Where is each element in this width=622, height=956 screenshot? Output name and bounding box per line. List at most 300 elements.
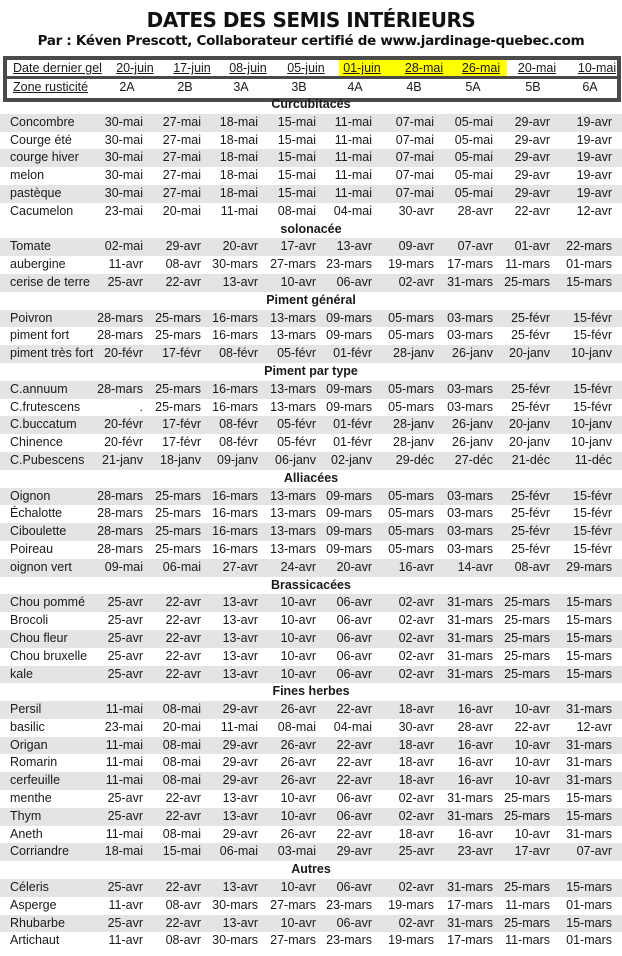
sowing-date: 19-mars xyxy=(388,897,434,912)
sowing-date: 15-févr xyxy=(573,310,612,325)
plant-name: melon xyxy=(10,168,45,183)
plant-name: Chinence xyxy=(10,435,63,450)
sowing-date: 31-mars xyxy=(447,613,493,628)
sowing-date: 03-mars xyxy=(447,541,493,556)
sowing-date: 07-mai xyxy=(395,132,434,147)
sowing-date: 13-mars xyxy=(270,524,316,539)
sowing-date: 28-mars xyxy=(97,524,143,539)
sowing-date: 13-mars xyxy=(270,541,316,556)
sowing-date: 11-mai xyxy=(220,203,258,218)
sowing-date: 15-mars xyxy=(566,791,612,806)
sowing-date: 25-avr xyxy=(398,844,434,859)
plant-name: Poivron xyxy=(10,310,53,325)
sowing-date: 25-mars xyxy=(504,808,550,823)
sowing-date: 07-mai xyxy=(395,185,434,200)
sowing-date: 02-mai xyxy=(104,239,143,254)
plant-name: Poireau xyxy=(10,541,54,556)
sowing-date: 12-avr xyxy=(576,203,612,218)
sowing-date: 29-avr xyxy=(514,185,550,200)
sowing-date: 15-mars xyxy=(566,613,612,628)
sowing-date: 20-janv xyxy=(509,435,550,450)
sowing-date: 04-mai xyxy=(333,203,372,218)
sowing-date: 25-févr xyxy=(511,399,550,414)
sowing-date: 09-mars xyxy=(326,381,372,396)
plant-name: menthe xyxy=(10,791,52,806)
table-row xyxy=(0,256,622,274)
frost-date: 26-mai xyxy=(461,61,501,75)
sowing-date: 02-avr xyxy=(398,648,434,663)
sowing-date: 16-avr xyxy=(457,702,493,717)
sowing-date: 10-avr xyxy=(280,880,316,895)
frost-date: 28-mai xyxy=(404,61,444,75)
table-row xyxy=(0,488,622,506)
sowing-date: 06-avr xyxy=(336,595,372,610)
sowing-date: 10-avr xyxy=(514,755,550,770)
sowing-date: 29-avr xyxy=(514,150,550,165)
sowing-date: 29-avr xyxy=(336,844,372,859)
zone-row xyxy=(7,79,617,97)
sowing-date: 20-janv xyxy=(509,346,550,361)
sowing-date: 22-avr xyxy=(165,630,201,645)
sowing-date: 05-mars xyxy=(388,541,434,556)
sowing-date: 16-avr xyxy=(457,755,493,770)
plant-name: piment très fort xyxy=(10,346,94,361)
sowing-date: 17-févr xyxy=(162,417,201,432)
plant-name: Aneth xyxy=(10,826,43,841)
sowing-date: 08-mai xyxy=(277,203,316,218)
sowing-date: 18-avr xyxy=(398,826,434,841)
sowing-date: 25-mars xyxy=(504,595,550,610)
sowing-date: 15-mai xyxy=(277,150,316,165)
zone: 5A xyxy=(465,80,481,94)
table-row xyxy=(0,897,622,915)
sowing-date: 05-mars xyxy=(388,524,434,539)
sowing-date: 22-avr xyxy=(336,773,372,788)
section-header: Brassicacées xyxy=(271,577,351,592)
sowing-date: 13-mars xyxy=(270,488,316,503)
sowing-date: 13-avr xyxy=(222,791,258,806)
sowing-date: 01-mars xyxy=(566,933,612,948)
table-row xyxy=(0,238,622,256)
plant-name: Romarin xyxy=(10,755,58,770)
sowing-date: 20-avr xyxy=(336,559,372,574)
sowing-date: 09-mars xyxy=(326,524,372,539)
sowing-date: 25-févr xyxy=(511,488,550,503)
sowing-date: 28-mars xyxy=(97,506,143,521)
table-row xyxy=(0,523,622,541)
sowing-date: 25-mars xyxy=(155,541,201,556)
sowing-date: 28-mars xyxy=(97,381,143,396)
sowing-date: 10-avr xyxy=(514,773,550,788)
section-header: Fines herbes xyxy=(272,684,350,699)
sowing-date: 25-mars xyxy=(504,613,550,628)
sowing-date: 22-avr xyxy=(165,666,201,681)
sowing-date: 17-févr xyxy=(162,435,201,450)
sowing-date: 25-avr xyxy=(107,791,143,806)
sowing-date: 13-avr xyxy=(222,613,258,628)
sowing-date: 08-févr xyxy=(219,435,258,450)
sowing-date: 03-mars xyxy=(447,328,493,343)
sowing-date: 31-mars xyxy=(566,773,612,788)
plant-name: Oignon xyxy=(10,488,51,503)
sowing-date: 15-mars xyxy=(566,648,612,663)
sowing-date: 30-mai xyxy=(104,168,143,183)
plant-name: Corriandre xyxy=(10,844,70,859)
sowing-date: 10-avr xyxy=(514,702,550,717)
table-row xyxy=(0,114,622,132)
plant-name: piment fort xyxy=(10,328,70,343)
sowing-date: 27-mars xyxy=(270,257,316,272)
sowing-date: 08-mai xyxy=(162,755,201,770)
sowing-date: 28-janv xyxy=(393,435,434,450)
sowing-date: 23-mai xyxy=(104,203,143,218)
sowing-date: 31-mars xyxy=(447,630,493,645)
sowing-date: 11-mai xyxy=(105,826,143,841)
sowing-date: 25-mars xyxy=(155,488,201,503)
sowing-date: 10-avr xyxy=(280,595,316,610)
sowing-date: 11-mai xyxy=(334,114,372,129)
sowing-date: 15-févr xyxy=(573,524,612,539)
sowing-date: 11-déc xyxy=(574,452,612,467)
table-row xyxy=(0,559,622,577)
zone: 6A xyxy=(582,80,598,94)
table-row xyxy=(0,434,622,452)
sowing-date: 28-janv xyxy=(393,417,434,432)
sowing-date: 13-avr xyxy=(222,595,258,610)
table-row xyxy=(0,132,622,150)
sowing-date: 25-févr xyxy=(511,506,550,521)
sowing-date: 25-avr xyxy=(107,274,143,289)
sowing-date: 17-mars xyxy=(447,257,493,272)
sowing-date: 22-mars xyxy=(566,239,612,254)
sowing-date: 01-mars xyxy=(566,897,612,912)
sowing-date: 15-févr xyxy=(573,381,612,396)
sowing-date: 29-avr xyxy=(165,239,201,254)
sowing-date: 10-janv xyxy=(571,346,612,361)
sowing-date: 29-avr xyxy=(222,755,258,770)
sowing-date: 28-mars xyxy=(97,310,143,325)
sowing-date: 03-mars xyxy=(447,524,493,539)
sowing-date: 02-avr xyxy=(398,613,434,628)
sowing-date: 26-avr xyxy=(280,755,316,770)
table-row xyxy=(0,505,622,523)
sowing-date: 15-mai xyxy=(277,168,316,183)
frost-date-row xyxy=(7,60,617,79)
sowing-date: 15-mars xyxy=(566,915,612,930)
sowing-date: 01-mars xyxy=(566,257,612,272)
sowing-date: 06-mai xyxy=(162,559,201,574)
sowing-date: 17-avr xyxy=(280,239,316,254)
sowing-date: 30-mai xyxy=(104,114,143,129)
sowing-date: 15-févr xyxy=(573,399,612,414)
sowing-date: 25-avr xyxy=(107,630,143,645)
sowing-date: 22-avr xyxy=(165,915,201,930)
sowing-date: 15-mai xyxy=(277,132,316,147)
plant-name: Cacumelon xyxy=(10,203,74,218)
sowing-date: 03-mars xyxy=(447,506,493,521)
sowing-date: 31-mars xyxy=(447,808,493,823)
sowing-date: 16-mars xyxy=(212,506,258,521)
sowing-date: 25-févr xyxy=(511,328,550,343)
sowing-date: 16-avr xyxy=(457,773,493,788)
table-row xyxy=(0,737,622,755)
sowing-date: 18-avr xyxy=(398,755,434,770)
sowing-date: 16-mars xyxy=(212,310,258,325)
table-row xyxy=(0,772,622,790)
sowing-date: 13-avr xyxy=(222,915,258,930)
sowing-date: 29-mars xyxy=(566,559,612,574)
sowing-date: 25-mars xyxy=(504,880,550,895)
sowing-date: 08-avr xyxy=(165,897,201,912)
sowing-date: 19-avr xyxy=(576,114,612,129)
zone: 4A xyxy=(347,80,363,94)
sowing-date: 07-mai xyxy=(395,168,434,183)
sowing-date: 07-avr xyxy=(457,239,493,254)
sowing-date: 19-avr xyxy=(576,150,612,165)
sowing-date: 08-mai xyxy=(162,737,201,752)
sowing-date: 20-avr xyxy=(222,239,258,254)
sowing-date: 05-mai xyxy=(454,132,493,147)
sowing-date: 27-mai xyxy=(162,150,201,165)
sowing-date: 11-mai xyxy=(334,185,372,200)
plant-name: C.Pubescens xyxy=(10,452,85,467)
sowing-date: 15-févr xyxy=(573,328,612,343)
sowing-date: 08-avr xyxy=(165,933,201,948)
sowing-date: 06-mai xyxy=(219,844,258,859)
sowing-date: 22-avr xyxy=(165,648,201,663)
sowing-date: 26-janv xyxy=(452,417,493,432)
frost-date: 05-juin xyxy=(287,61,325,75)
table-row xyxy=(0,701,622,719)
sowing-date: 15-mars xyxy=(566,808,612,823)
sowing-date: 05-mars xyxy=(388,310,434,325)
sowing-date: 30-mai xyxy=(104,132,143,147)
sowing-date: 25-mars xyxy=(504,915,550,930)
plant-name: Chou bruxelle xyxy=(10,648,88,663)
table-row xyxy=(0,790,622,808)
sowing-date: 22-avr xyxy=(336,737,372,752)
sowing-date: 25-mars xyxy=(155,399,201,414)
sowing-date: 11-mai xyxy=(334,132,372,147)
sowing-date: 13-mars xyxy=(270,310,316,325)
sowing-date: 29-avr xyxy=(514,132,550,147)
sowing-date: 22-avr xyxy=(165,880,201,895)
sowing-date: 29-avr xyxy=(514,114,550,129)
sowing-date: 15-févr xyxy=(573,488,612,503)
plant-name: basilic xyxy=(10,719,45,734)
zone: 2A xyxy=(119,80,135,94)
sowing-date: 09-avr xyxy=(398,239,434,254)
sowing-date: 10-avr xyxy=(280,630,316,645)
sowing-date: 25-avr xyxy=(107,648,143,663)
sowing-date: 16-mars xyxy=(212,541,258,556)
plant-name: Céleris xyxy=(10,880,49,895)
sowing-date: 25-mars xyxy=(504,630,550,645)
sowing-date: 10-avr xyxy=(280,648,316,663)
sowing-date: 07-avr xyxy=(576,844,612,859)
plant-name: Échalotte xyxy=(10,506,63,521)
sowing-date: 05-mars xyxy=(388,381,434,396)
sowing-date: 28-mars xyxy=(97,541,143,556)
sowing-date: 06-avr xyxy=(336,613,372,628)
sowing-date: 22-avr xyxy=(165,791,201,806)
sowing-date: 12-avr xyxy=(576,719,612,734)
sowing-date: 15-mars xyxy=(566,880,612,895)
sowing-date: 10-janv xyxy=(571,435,612,450)
sowing-date: . xyxy=(139,399,143,414)
sowing-date: 06-avr xyxy=(336,880,372,895)
sowing-date: 25-mars xyxy=(155,524,201,539)
table-row xyxy=(0,612,622,630)
sowing-date: 02-avr xyxy=(398,666,434,681)
sowing-date: 02-avr xyxy=(398,595,434,610)
sowing-date: 25-mars xyxy=(155,328,201,343)
sowing-date: 09-mars xyxy=(326,328,372,343)
table-row xyxy=(0,149,622,167)
table-row xyxy=(0,541,622,559)
section-header: Autres xyxy=(291,862,331,877)
sowing-date: 05-mai xyxy=(454,150,493,165)
frost-date: 01-juin xyxy=(343,61,381,75)
sowing-date: 18-avr xyxy=(398,702,434,717)
sowing-date: 25-mars xyxy=(504,666,550,681)
sowing-date: 01-févr xyxy=(333,435,372,450)
sowing-date: 09-mars xyxy=(326,506,372,521)
sowing-date: 03-mars xyxy=(447,488,493,503)
sowing-date: 19-avr xyxy=(576,132,612,147)
sowing-date: 18-mai xyxy=(219,150,258,165)
sowing-date: 11-mai xyxy=(334,168,372,183)
sowing-date: 20-mai xyxy=(162,719,201,734)
sowing-date: 11-mai xyxy=(220,719,258,734)
plant-name: Brocoli xyxy=(10,613,49,628)
sowing-date: 16-avr xyxy=(398,559,434,574)
sowing-date: 02-avr xyxy=(398,791,434,806)
plant-name: Ciboulette xyxy=(10,524,67,539)
sowing-date: 25-mars xyxy=(504,791,550,806)
sowing-date: 18-mai xyxy=(219,185,258,200)
sowing-date: 28-mars xyxy=(97,328,143,343)
table-row xyxy=(0,932,622,950)
table-row xyxy=(0,399,622,417)
sowing-date: 09-mars xyxy=(326,399,372,414)
sowing-date: 05-févr xyxy=(277,417,316,432)
sowing-date: 15-mai xyxy=(162,844,201,859)
sowing-date: 11-mai xyxy=(105,702,143,717)
sowing-date: 25-mars xyxy=(155,310,201,325)
sowing-date: 24-avr xyxy=(280,559,316,574)
sowing-date: 26-avr xyxy=(280,826,316,841)
sowing-date: 20-févr xyxy=(104,435,143,450)
sowing-date: 09-mars xyxy=(326,541,372,556)
sowing-date: 06-avr xyxy=(336,915,372,930)
sowing-date: 06-avr xyxy=(336,274,372,289)
sowing-date: 10-avr xyxy=(280,915,316,930)
sowing-date: 31-mars xyxy=(566,755,612,770)
sowing-date: 31-mars xyxy=(566,702,612,717)
sowing-date: 20-mai xyxy=(162,203,201,218)
zone: 3B xyxy=(291,80,307,94)
sowing-date: 19-mars xyxy=(388,257,434,272)
sowing-date: 29-avr xyxy=(222,773,258,788)
sowing-date: 27-mars xyxy=(270,897,316,912)
frost-date: 17-juin xyxy=(173,61,211,75)
sowing-date: 13-mars xyxy=(270,399,316,414)
sowing-date: 13-avr xyxy=(222,630,258,645)
sowing-date: 28-janv xyxy=(393,346,434,361)
sowing-date: 20-févr xyxy=(104,346,143,361)
sowing-date: 05-mars xyxy=(388,488,434,503)
sowing-date: 17-mars xyxy=(447,933,493,948)
sowing-date: 26-avr xyxy=(280,702,316,717)
sowing-date: 05-févr xyxy=(277,346,316,361)
sowing-date: 08-mai xyxy=(162,826,201,841)
sowing-date: 16-mars xyxy=(212,328,258,343)
table-row xyxy=(0,381,622,399)
sowing-date: 15-mars xyxy=(566,595,612,610)
sowing-date: 10-janv xyxy=(571,417,612,432)
table-row xyxy=(0,416,622,434)
plant-name: Artichaut xyxy=(10,933,60,948)
sowing-date: 25-avr xyxy=(107,915,143,930)
sowing-date: 23-mars xyxy=(326,933,372,948)
sowing-date: 31-mars xyxy=(447,274,493,289)
sowing-date: 03-mars xyxy=(447,399,493,414)
zone-label: Zone rusticité xyxy=(13,80,89,94)
plant-name: kale xyxy=(10,666,33,681)
sowing-date: 18-mai xyxy=(104,844,143,859)
sowing-date: 31-mars xyxy=(447,791,493,806)
plant-name: Chou pommé xyxy=(10,595,86,610)
sowing-date: 27-mai xyxy=(162,114,201,129)
sowing-date: 30-avr xyxy=(398,203,434,218)
sowing-date: 13-avr xyxy=(336,239,372,254)
sowing-date: 02-avr xyxy=(398,915,434,930)
table-row xyxy=(0,452,622,470)
sowing-date: 03-mai xyxy=(277,844,316,859)
sowing-date: 05-mars xyxy=(388,399,434,414)
sowing-date: 25-avr xyxy=(107,666,143,681)
sowing-date: 18-mai xyxy=(219,114,258,129)
plant-name: Tomate xyxy=(10,239,51,254)
sowing-date: 22-avr xyxy=(514,719,550,734)
sowing-date: 28-mars xyxy=(97,488,143,503)
sowing-date: 30-avr xyxy=(398,719,434,734)
zone: 4B xyxy=(406,80,422,94)
plant-name: C.annuum xyxy=(10,381,68,396)
sowing-date: 25-avr xyxy=(107,880,143,895)
sowing-date: 16-avr xyxy=(457,826,493,841)
sowing-date: 30-mai xyxy=(104,150,143,165)
sowing-date: 05-mai xyxy=(454,168,493,183)
sowing-date: 31-mars xyxy=(447,880,493,895)
sowing-date: 29-avr xyxy=(222,737,258,752)
sowing-date: 08-mai xyxy=(277,719,316,734)
plant-name: aubergine xyxy=(10,257,66,272)
sowing-date: 27-mai xyxy=(162,168,201,183)
sowing-date: 11-mars xyxy=(505,933,550,948)
section-header: Piment général xyxy=(266,292,356,307)
table-row xyxy=(0,808,622,826)
sowing-date: 25-avr xyxy=(107,613,143,628)
sowing-date: 28-avr xyxy=(457,203,493,218)
sowing-date: 19-mars xyxy=(388,933,434,948)
section-header: Piment par type xyxy=(264,363,358,378)
sowing-date: 15-févr xyxy=(573,541,612,556)
sowing-date: 09-janv xyxy=(217,452,258,467)
sowing-date: 20-janv xyxy=(509,417,550,432)
sowing-date: 11-mai xyxy=(105,755,143,770)
